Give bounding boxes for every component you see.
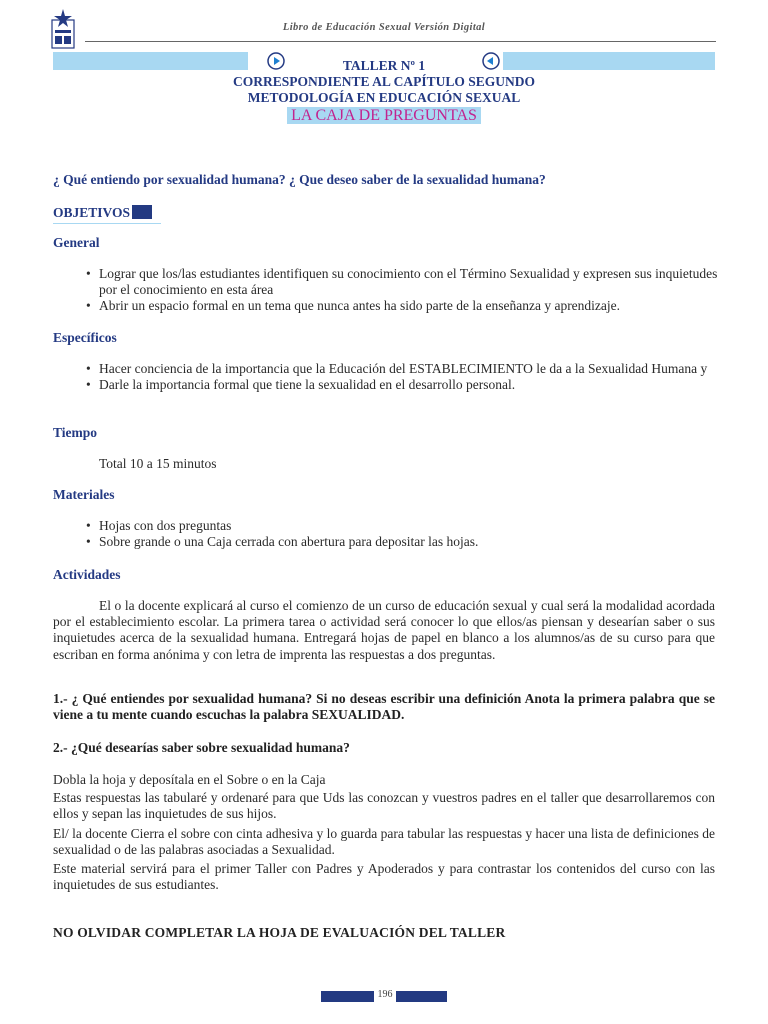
actividades-p4: Este material servirá para el primer Taller con Padres y Apoderados y para contrastar los contenidos del curso con las inquietudes de sus estudiantes. [53,861,715,893]
page-title: LA CAJA DE PREGUNTAS [287,107,481,124]
objetivos-marker [132,205,152,219]
objetivos-underline [53,223,161,224]
page-number: 196 [377,989,393,1000]
title-line-2: CORRESPONDIENTE AL CAPÍTULO SEGUNDO [233,74,535,89]
materiales-list [86,518,726,550]
tiempo-heading: Tiempo [53,425,98,440]
header-divider [85,41,716,42]
actividades-intro: El o la docente explicará al curso el comienzo de un curso de educación sexual y cual será la modalidad acordada por el establecimiento escolar. La primera tarea o actividad será conocer lo que ellos/as piensan y desearían saber o sus inquietudes acerca de la sexualidad humana. Entregará hojas de papel en blanco a los alumnos/as de su curso para que escriban en forma anónima y con letra de imprenta las respuestas a dos preguntas. [53,598,715,662]
footer-bar-right [396,991,447,1002]
question-2: 2.- ¿Qué desearías saber sobre sexualidad humana? [53,740,350,755]
especificos-heading: Específicos [53,330,117,345]
title-line-3: METODOLOGÍA EN EDUCACIÓN SEXUAL [247,90,521,105]
objetivos-heading [53,205,152,221]
tiempo-text: Total 10 a 15 minutos [99,456,217,471]
title-line-1: TALLER Nº 1 [342,58,426,73]
especificos-list [86,361,726,393]
materiales-item-2: • Sobre grande o una Caja cerrada con abertura para depositar las hojas. [86,534,726,550]
actividades-heading: Actividades [53,567,121,582]
actividades-p3: El/ la docente Cierra el sobre con cinta adhesiva y lo guarda para tabular las respuestas y hacer una lista de definiciones de sexualidad o de las palabras asociadas a Sexualidad. [53,826,715,858]
final-note: NO OLVIDAR COMPLETAR LA HOJA DE EVALUACIÓN DEL TALLER [53,925,506,940]
general-heading: General [53,235,100,250]
title-block [0,58,768,124]
actividades-p2: Estas respuestas las tabularé y ordenaré para que Uds las conozcan y vuestros padres en el taller que desarrollaremos con ellos y sepan las inquietudes de sus hijos. [53,790,715,822]
materiales-heading: Materiales [53,487,115,502]
header-title: Libro de Educación Sexual Versión Digital [282,22,486,33]
footer-bar-left [321,991,374,1002]
especificos-item-1: • Hacer conciencia de la importancia que la Educación del ESTABLECIMIENTO le da a la Sexualidad Humana y [86,361,726,377]
general-list [86,266,726,314]
guiding-questions: ¿ Qué entiendo por sexualidad humana? ¿ Que deseo saber de la sexualidad humana? [53,172,546,187]
actividades-p1: Dobla la hoja y deposítala en el Sobre o en la Caja [53,772,326,787]
general-item-1: • Lograr que los/las estudiantes identifiquen su conocimiento con el Término Sexualidad y expresen sus inquietudes por el conocimiento en esta área [86,266,726,298]
general-item-2: • Abrir un espacio formal en un tema que nunca antes ha sido parte de la enseñanza y aprendizaje. [86,298,726,314]
question-1: 1.- ¿ Qué entiendes por sexualidad humana? Si no deseas escribir una definición Anota la primera palabra que se viene a tu mente cuando escuchas la palabra SEXUALIDAD. [53,691,715,723]
especificos-item-2: • Darle la importancia formal que tiene la sexualidad en el desarrollo personal. [86,377,726,393]
materiales-item-1: • Hojas con dos preguntas [86,518,726,534]
objetivos-label: OBJETIVOS [53,205,131,220]
